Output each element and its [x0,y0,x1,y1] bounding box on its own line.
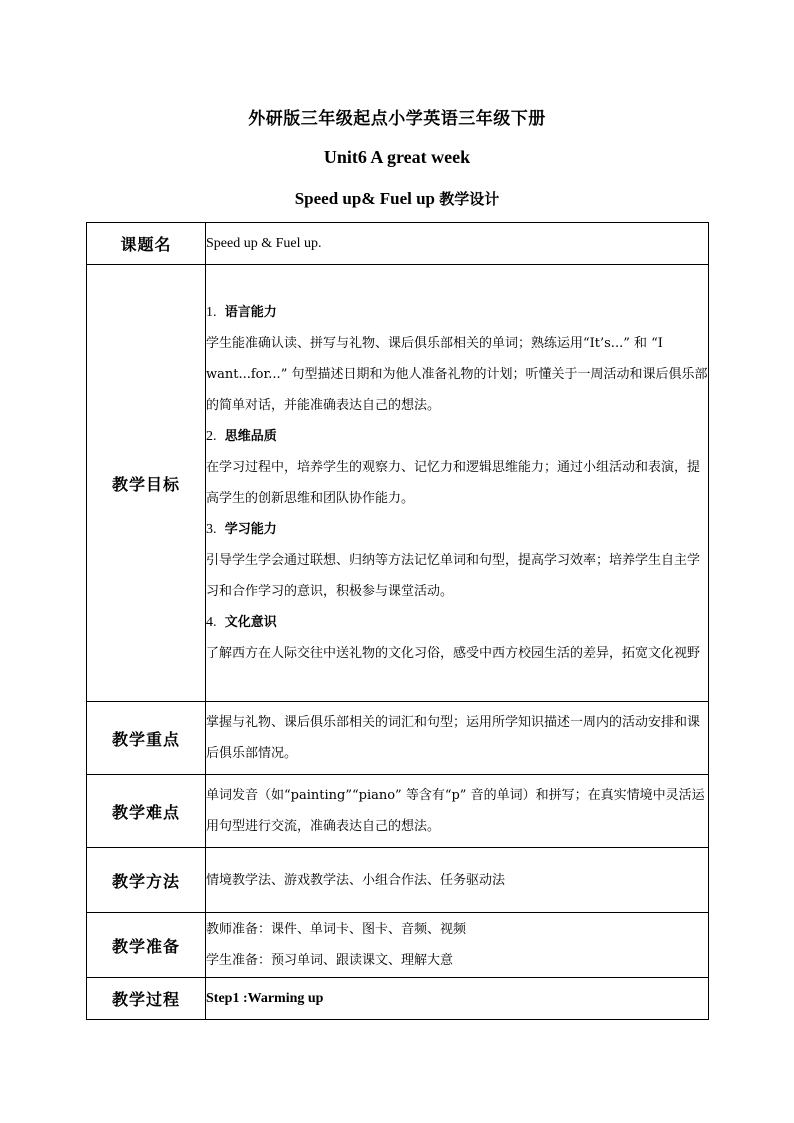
objective-text: 引导学生学会通过联想、归纳等方法记忆单词和句型，提高学习效率；培养学生自主学习和合作学习的意识，积极参与课堂活动。 [206,553,701,599]
teacher-preparation: 教师准备：课件、单词卡、图卡、音频、视频 [206,922,467,937]
unit-title: Unit6 A great week [323,147,471,167]
document-title: 外研版三年级起点小学英语三年级下册 [248,109,546,129]
process-step: Step1 :Warming up [206,978,709,1020]
methods-label: 教学方法 [87,848,206,913]
lesson-title-cn: 教学设计 [439,190,500,208]
objective-text: 了解西方在人际交往中送礼物的文化习俗，感受中西方校园生活的差异，拓宽文化视野 [206,646,701,661]
key-points-row [87,702,709,775]
key-points-value: 掌握与礼物、课后俱乐部相关的词汇和句型；运用所学知识描述一周内的活动安排和课后俱乐部情况。 [206,702,709,775]
preparation-label: 教学准备 [87,913,206,978]
methods-row [87,848,709,913]
methods-value: 情境教学法、游戏教学法、小组合作法、任务驱动法 [206,848,709,913]
topic-row [87,223,709,265]
objective-heading: 1. 语言能力 [206,305,277,320]
objectives-row [87,265,709,702]
preparation-content [206,913,709,978]
objectives-content [206,265,709,702]
difficulties-row [87,775,709,848]
student-preparation: 学生准备：预习单词、跟读课文、理解大意 [206,953,454,968]
objective-heading: 2. 思维品质 [206,429,277,444]
key-points-label: 教学重点 [87,702,206,775]
preparation-row [87,913,709,978]
lesson-title-en: Speed up& Fuel up [294,189,440,208]
process-label: 教学过程 [87,978,206,1020]
topic-label: 课题名 [87,223,206,265]
lesson-plan-table [86,222,709,1020]
objectives-label: 教学目标 [87,265,206,702]
difficulties-value: 单词发音（如“painting”“piano” 等含有“p” 音的单词）和拼写；在真实情境中灵活运用句型进行交流，准确表达自己的想法。 [206,775,709,848]
objective-text: 学生能准确认读、拼写与礼物、课后俱乐部相关的单词；熟练运用“It’s...” 和 “I want...for...” 句型描述日期和为他人准备礼物的计划；听懂关于一周活动和课后俱乐部的简单对话，并能准确表达自己的想法。 [206,336,708,413]
difficulties-label: 教学难点 [87,775,206,848]
objective-heading: 4. 文化意识 [206,615,277,630]
objective-heading: 3. 学习能力 [206,522,277,537]
lesson-title [0,188,794,209]
objective-text: 在学习过程中，培养学生的观察力、记忆力和逻辑思维能力；通过小组活动和表演，提高学生的创新思维和团队协作能力。 [206,460,701,506]
process-row [87,978,709,1020]
topic-value: Speed up & Fuel up. [206,223,709,265]
